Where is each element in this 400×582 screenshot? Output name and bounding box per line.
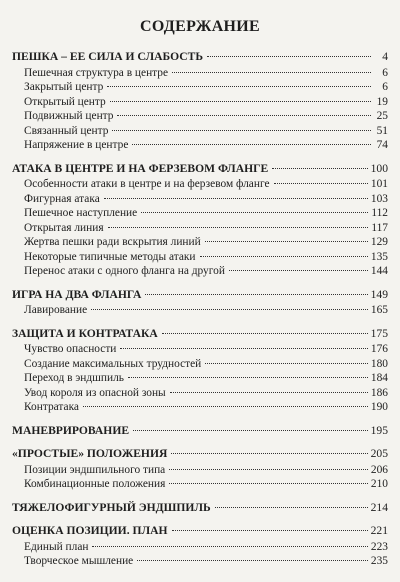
subsection-entry <box>12 221 388 236</box>
page-number: 129 <box>370 236 388 248</box>
entry-title: Связанный центр <box>24 124 109 137</box>
toc-section <box>12 447 388 492</box>
entry-title: Закрытый центр <box>24 81 104 93</box>
entry-title: Жертва пешки ради вскрытия линий <box>24 236 201 248</box>
dot-leader <box>274 183 368 184</box>
dot-leader <box>141 212 368 213</box>
dot-leader <box>172 530 368 531</box>
dot-leader <box>92 546 367 547</box>
entry-title: МАНЕВРИРОВАНИЕ <box>12 423 130 437</box>
page-number: 6 <box>382 81 388 93</box>
dot-leader <box>200 256 368 257</box>
subsection-entry <box>12 400 388 415</box>
subsection-entry <box>12 109 388 124</box>
page-number: 51 <box>376 124 388 137</box>
subsection-entry <box>12 357 388 372</box>
page-number: 206 <box>370 463 388 476</box>
page-number: 190 <box>370 401 388 413</box>
subsection-entry <box>12 95 388 110</box>
page-number: 100 <box>370 161 388 175</box>
page-number: 103 <box>370 192 388 205</box>
subsection-entry <box>12 463 388 478</box>
dot-leader <box>205 363 368 364</box>
dot-leader <box>128 377 368 378</box>
subsection-entry <box>12 124 388 139</box>
entry-title: Создание максимальных трудностей <box>24 357 202 370</box>
entry-title: Открытая линия <box>24 221 104 234</box>
subsection-entry <box>12 192 388 207</box>
dot-leader <box>169 483 368 484</box>
page-number: 214 <box>370 500 388 514</box>
page-number: 19 <box>376 95 388 108</box>
subsection-entry <box>12 342 388 357</box>
subsection-entry <box>12 371 388 386</box>
dot-leader <box>132 144 371 145</box>
entry-title: Перенос атаки с одного фланга на другой <box>24 265 225 277</box>
entry-title: ТЯЖЕЛОФИГУРНЫЙ ЭНДШПИЛЬ <box>12 500 211 514</box>
subsection-entry <box>12 477 388 492</box>
page-number: 205 <box>370 447 388 460</box>
entry-title: Увод короля из опасной зоны <box>24 386 166 399</box>
dot-leader <box>272 168 367 169</box>
subsection-entry <box>12 540 388 555</box>
entry-title: Лавирование <box>24 304 88 316</box>
entry-title: Творческое мышление <box>24 555 134 567</box>
bleed-through-area <box>12 6 388 14</box>
dot-leader <box>162 333 368 334</box>
page-number: 101 <box>370 178 388 190</box>
dot-leader <box>207 56 371 57</box>
page-number: 117 <box>371 221 388 234</box>
entry-title: Подвижный центр <box>24 110 114 122</box>
dot-leader <box>137 560 368 561</box>
subsection-entry <box>12 386 388 401</box>
entry-title: Открытый центр <box>24 95 106 108</box>
page-number: 180 <box>370 357 388 370</box>
page-number: 165 <box>370 304 388 316</box>
dot-leader <box>215 507 368 508</box>
entry-title: Позиции эндшпильного типа <box>24 463 166 476</box>
page-number: 195 <box>370 423 388 437</box>
dot-leader <box>117 115 371 116</box>
toc-section <box>12 424 388 439</box>
chapter-entry <box>12 50 388 65</box>
page-number: 176 <box>370 343 388 355</box>
page-number: 144 <box>370 265 388 277</box>
entry-title: Чувство опасности <box>24 343 117 355</box>
entry-title: ЗАЩИТА И КОНТРАТАКА <box>12 326 158 340</box>
page-number: 184 <box>370 372 388 384</box>
toc-section <box>12 162 388 279</box>
page-number: 235 <box>370 555 388 567</box>
entry-title: Пешечное наступление <box>24 207 138 219</box>
page-number: 25 <box>376 110 388 122</box>
subsection-entry <box>12 235 388 250</box>
page-number: 175 <box>370 326 388 340</box>
page-number: 4 <box>382 50 388 63</box>
page-title: СОДЕРЖАНИЕ <box>139 18 261 35</box>
toc-section <box>12 501 388 516</box>
page-number: 221 <box>370 524 388 537</box>
dot-leader <box>107 86 371 87</box>
chapter-entry <box>12 447 388 462</box>
toc-section <box>12 50 388 153</box>
dot-leader <box>169 469 368 470</box>
entry-title: ИГРА НА ДВА ФЛАНГА <box>12 287 142 301</box>
subsection-entry <box>12 138 388 153</box>
toc-section <box>12 524 388 569</box>
entry-title: Пешечная структура в центре <box>24 66 169 79</box>
entry-title: Некоторые типичные методы атаки <box>24 250 196 263</box>
page-number: 186 <box>370 386 388 399</box>
dot-leader <box>229 270 368 271</box>
table-of-contents <box>12 50 388 569</box>
entry-title: Фигурная атака <box>24 192 100 205</box>
entry-title: ПЕШКА – ЕЕ СИЛА И СЛАБОСТЬ <box>12 50 204 63</box>
dot-leader <box>83 406 368 407</box>
entry-title: ОЦЕНКА ПОЗИЦИИ. ПЛАН <box>12 524 168 537</box>
dot-leader <box>205 241 368 242</box>
subsection-entry <box>12 66 388 81</box>
toc-section <box>12 327 388 415</box>
entry-title: АТАКА В ЦЕНТРЕ И НА ФЕРЗЕВОМ ФЛАНГЕ <box>12 161 269 175</box>
chapter-entry <box>12 501 388 516</box>
entry-title: Комбинационные положения <box>24 478 166 490</box>
entry-title: Особенности атаки в центре и на ферзевом фланге <box>24 178 270 190</box>
dot-leader <box>110 101 371 102</box>
chapter-entry <box>12 288 388 303</box>
entry-title: Единый план <box>24 540 89 553</box>
subsection-entry <box>12 206 388 221</box>
entry-title: Переход в эндшпиль <box>24 372 125 384</box>
subsection-entry <box>12 264 388 279</box>
page-number: 6 <box>382 66 388 79</box>
page-number: 135 <box>370 250 388 263</box>
chapter-entry <box>12 162 388 177</box>
dot-leader <box>170 392 368 393</box>
page-number: 210 <box>370 478 388 490</box>
dot-leader <box>145 294 367 295</box>
toc-section <box>12 288 388 318</box>
subsection-entry <box>12 250 388 265</box>
dot-leader <box>91 309 368 310</box>
entry-title: Контратака <box>24 401 79 413</box>
entry-title: Напряжение в центре <box>24 139 129 151</box>
chapter-entry <box>12 524 388 539</box>
dot-leader <box>172 72 371 73</box>
page-number: 112 <box>371 207 388 219</box>
page-number: 74 <box>376 139 388 151</box>
chapter-entry <box>12 424 388 439</box>
page-number: 223 <box>370 540 388 553</box>
entry-title: «ПРОСТЫЕ» ПОЛОЖЕНИЯ <box>12 447 168 460</box>
dot-leader <box>133 430 368 431</box>
dot-leader <box>171 453 367 454</box>
chapter-entry <box>12 327 388 342</box>
subsection-entry <box>12 554 388 569</box>
subsection-entry <box>12 177 388 192</box>
dot-leader <box>120 348 368 349</box>
subsection-entry <box>12 80 388 95</box>
dot-leader <box>108 227 369 228</box>
dot-leader <box>112 130 371 131</box>
page-number: 149 <box>370 287 388 301</box>
subsection-entry <box>12 303 388 318</box>
dot-leader <box>104 198 368 199</box>
